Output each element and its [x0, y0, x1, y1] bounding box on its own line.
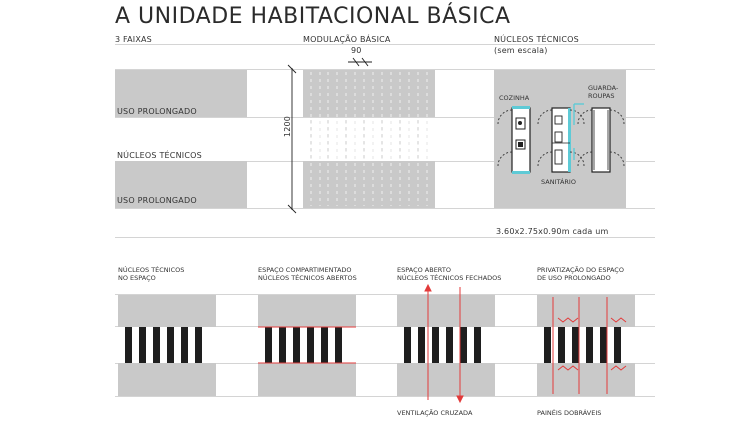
height-dim: 1200 — [283, 115, 293, 138]
variant-3-label-1: ESPAÇO ABERTO — [397, 266, 451, 274]
dimensions-label: 3.60x2.75x0.90m cada um — [496, 227, 609, 236]
cozinha-label: COZINHA — [499, 94, 530, 102]
faixas-label: 3 FAIXAS — [115, 35, 152, 44]
cozinha-core-icon — [512, 106, 530, 174]
variant-4-label-2: DE USO PROLONGADO — [537, 274, 611, 282]
variant-3-core-strip — [397, 327, 495, 363]
variant-1-label-1: NÚCLEOS TÉCNICOS — [118, 266, 185, 274]
variant-2-core-strip — [258, 327, 356, 363]
band-label-middle: NÚCLEOS TÉCNICOS — [117, 151, 202, 160]
variant-4-core-strip — [537, 327, 635, 363]
width-dimension — [348, 58, 372, 66]
band-label-top: USO PROLONGADO — [117, 107, 197, 116]
band-label-bottom: USO PROLONGADO — [117, 196, 197, 205]
modulacao-label: MODULAÇÃO BÁSICA — [303, 35, 391, 44]
variant-3-label-2: NÚCLEOS TÉCNICOS FECHADOS — [397, 274, 502, 282]
nucleos-sublabel: (sem escala) — [494, 46, 548, 55]
variant-2-label-1: ESPAÇO COMPARTIMENTADO — [258, 266, 352, 274]
guarda-roupas-label-1: GUARDA- — [588, 84, 619, 92]
variant-3-caption: VENTILAÇÃO CRUZADA — [397, 409, 473, 417]
module-grid-middle — [311, 120, 418, 159]
nucleos-label: NÚCLEOS TÉCNICOS — [494, 35, 579, 44]
guarda-roupas-core-icon — [592, 108, 610, 172]
sanitario-label: SANITÁRIO — [541, 178, 576, 186]
cyan-accent — [574, 104, 584, 160]
sanitario-core-icon — [552, 108, 571, 172]
variant-4-caption: PAINÉIS DOBRÁVEIS — [537, 409, 602, 417]
page-title: A UNIDADE HABITACIONAL BÁSICA — [115, 4, 511, 29]
module-grid — [311, 72, 427, 206]
variant-1-label-2: NO ESPAÇO — [118, 274, 156, 282]
variant-4-label-1: PRIVATIZAÇÃO DO ESPAÇO — [537, 266, 624, 274]
guarda-roupas-label-2: ROUPAS — [588, 92, 615, 100]
variant-1-core-strip — [118, 327, 216, 363]
module-width-dim: 90 — [351, 46, 362, 55]
variant-2-label-2: NÚCLEOS TÉCNICOS ABERTOS — [258, 274, 357, 282]
height-dimension — [288, 65, 296, 213]
